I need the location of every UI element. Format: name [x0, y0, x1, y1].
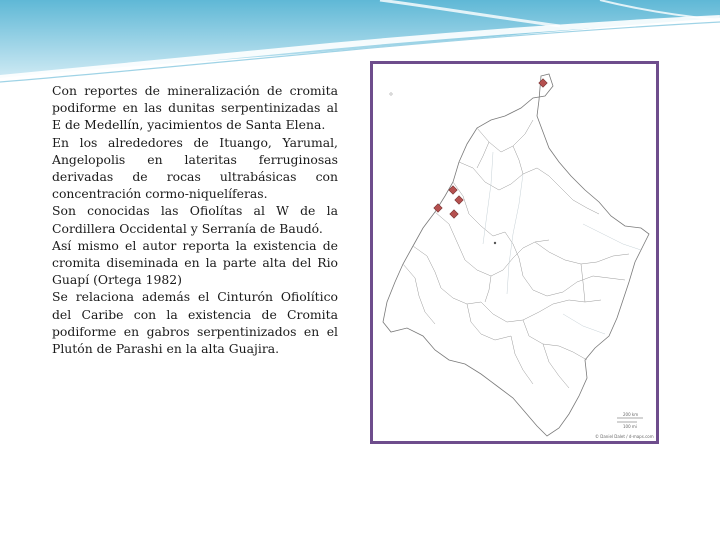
- island: [390, 93, 392, 95]
- marker-santa-elena: [450, 210, 458, 218]
- map-credit: © Daniel Dalet / d-maps.com: [595, 434, 654, 439]
- slide-text: [52, 82, 338, 357]
- scale-mi-label: 100 mi: [623, 424, 637, 429]
- marker-yarumal: [455, 196, 463, 204]
- paragraph-guapi: Así mismo el autor reporta la existencia de cromita diseminada en la parte alta del Rio Guapí (Ortega 1982): [52, 237, 338, 288]
- city-dot: [494, 242, 496, 244]
- paragraph-ituango: En los alrededores de Ituango, Yarumal, Angelopolis en lateritas ferruginosas derivadas de rocas ultrabásicas con concentración cormo-niquelíferas.: [52, 134, 338, 202]
- colombia-map: [373, 64, 656, 441]
- scale-km-label: 200 km: [623, 412, 639, 417]
- rivers: [483, 152, 641, 334]
- paragraph-cinturon: Se relaciona además el Cinturón Ofiolítico del Caribe con la existencia de Cromita podiforme en gabros serpentinizados en el Plutón de Parashi en la alta Guajira.: [52, 289, 338, 357]
- marker-angelopolis: [434, 204, 442, 212]
- paragraph-santa-elena: Con reportes de mineralización de cromita podiforme en las dunitas serpentinizadas al E de Medellín, yacimientos de Santa Elena.: [52, 83, 338, 133]
- map-scale: [595, 412, 654, 439]
- paragraph-ofiolitas: Son conocidas las Ofiolítas al W de la Cordillera Occidental y Serranía de Baudó.: [52, 203, 338, 236]
- chromite-markers: [434, 79, 547, 218]
- colombia-map-frame: [370, 61, 659, 444]
